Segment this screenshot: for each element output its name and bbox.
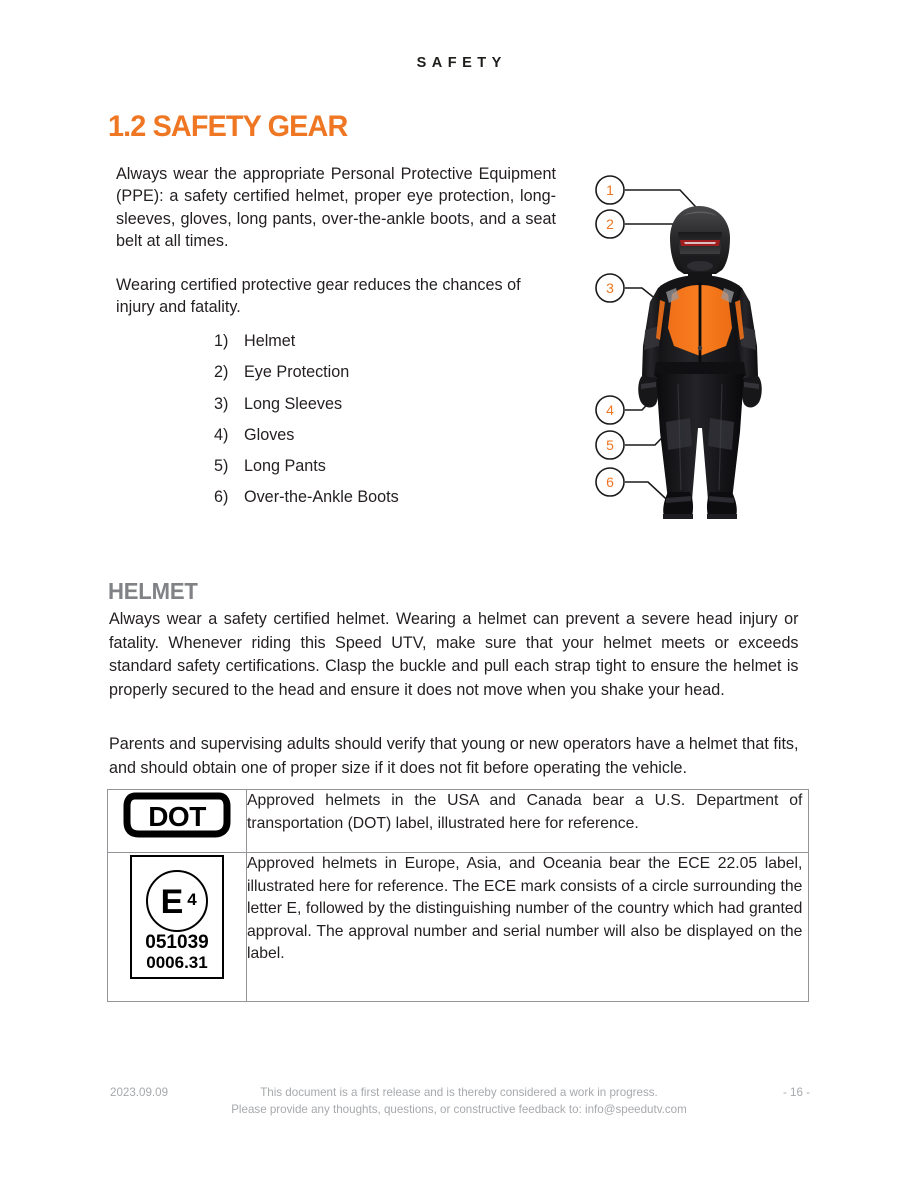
list-item (214, 451, 544, 482)
callout-label-4: 4 (606, 402, 614, 418)
left-glove (638, 376, 658, 407)
callout-label-1: 1 (606, 182, 614, 198)
list-item-number: 1) (214, 332, 229, 350)
list-item-label: Helmet (244, 332, 296, 350)
svg-text:4: 4 (187, 890, 197, 909)
ece-mark-cell (108, 853, 247, 1002)
footer-note (0, 1085, 918, 1118)
dot-label-icon (123, 790, 231, 840)
dot-description-cell (247, 790, 809, 853)
list-item-label: Over-the-Ankle Boots (244, 488, 399, 507)
footer-note-line-1: This document is a first release and is thereby considered a work in progress. (260, 1086, 658, 1099)
footer-note-line-2: Please provide any thoughts, questions, or constructive feedback to: info@speedutv.com (231, 1102, 687, 1116)
list-item (214, 326, 544, 357)
svg-text:DOT: DOT (148, 801, 206, 832)
list-item-number: 2) (214, 363, 229, 382)
helmet-paragraph-1: Always wear a safety certified helmet. Wearing a helmet can prevent a severe head injury or fatality. Whenever riding this Speed UTV, make sure that your helmet meets or exceeds standard safety certifications. Clasp the buckle and pull each strap tight to ensure the helmet is properly secured to the head and ensure it does not move when you shake your head. (109, 610, 799, 699)
table-row (108, 853, 809, 1002)
list-item (214, 420, 544, 451)
list-item (214, 389, 544, 420)
callout-label-6: 6 (606, 474, 614, 490)
page-footer (0, 1083, 918, 1129)
rider-illustration (638, 206, 761, 519)
intro-paragraph-2: Wearing certified protective gear reduces the chances of injury and fatality. (116, 276, 521, 317)
list-item (214, 357, 544, 388)
page-title: 1.2 SAFETY GEAR (108, 110, 348, 143)
list-item-label: Gloves (244, 425, 295, 444)
table-row (108, 790, 809, 853)
gear-list (214, 326, 544, 514)
ece-label-icon (128, 853, 226, 981)
callout-label-3: 3 (606, 280, 614, 296)
dot-description: Approved helmets in the USA and Canada bear a U.S. Department of transportation (DOT) label, illustrated here for reference. (247, 792, 803, 832)
svg-text:051039: 051039 (145, 932, 209, 953)
running-head: SAFETY (416, 55, 507, 71)
list-item-number: 6) (214, 488, 229, 507)
ece-description-cell (247, 853, 809, 1002)
svg-text:0006.31: 0006.31 (146, 953, 208, 972)
callout-label-2: 2 (606, 216, 614, 232)
intro-column (116, 163, 556, 319)
svg-text:E: E (160, 883, 184, 921)
footer-date: 2023.09.09 (110, 1086, 169, 1099)
certification-table (107, 789, 809, 1002)
list-item-number: 5) (214, 457, 229, 476)
helmet-paragraph-2: Parents and supervising adults should verify that young or new operators have a helmet that fits, and should obtain one of proper size if it does not fit before operating the vehicle. (109, 735, 799, 777)
callout-markers (596, 176, 624, 496)
list-item-number: 3) (214, 394, 229, 413)
right-glove (742, 376, 762, 407)
intro-paragraph-1: Always wear the appropriate Personal Protective Equipment (PPE): a safety certified helmet, proper eye protection, long-sleeves, gloves, long pants, over-the-ankle boots, and a seat belt at all times. (116, 165, 556, 250)
footer-page-number: - 16 - (782, 1086, 810, 1099)
list-item-label: Eye Protection (244, 363, 350, 382)
callout-label-5: 5 (606, 437, 614, 453)
list-item-number: 4) (214, 425, 229, 444)
list-item-label: Long Sleeves (244, 394, 343, 413)
dot-mark-cell (108, 790, 247, 853)
list-item-label: Long Pants (244, 457, 326, 476)
list-item (214, 482, 544, 513)
subsection-heading-helmet: HELMET (108, 578, 198, 604)
safety-gear-figure (580, 170, 820, 525)
ece-description: Approved helmets in Europe, Asia, and Oceania bear the ECE 22.05 label, illustrated here for reference. The ECE mark consists of a circle surrounding the letter E, followed by the distinguishing number of the country which had granted approval. The approval number and serial number will also be displayed on the label. (247, 855, 803, 963)
